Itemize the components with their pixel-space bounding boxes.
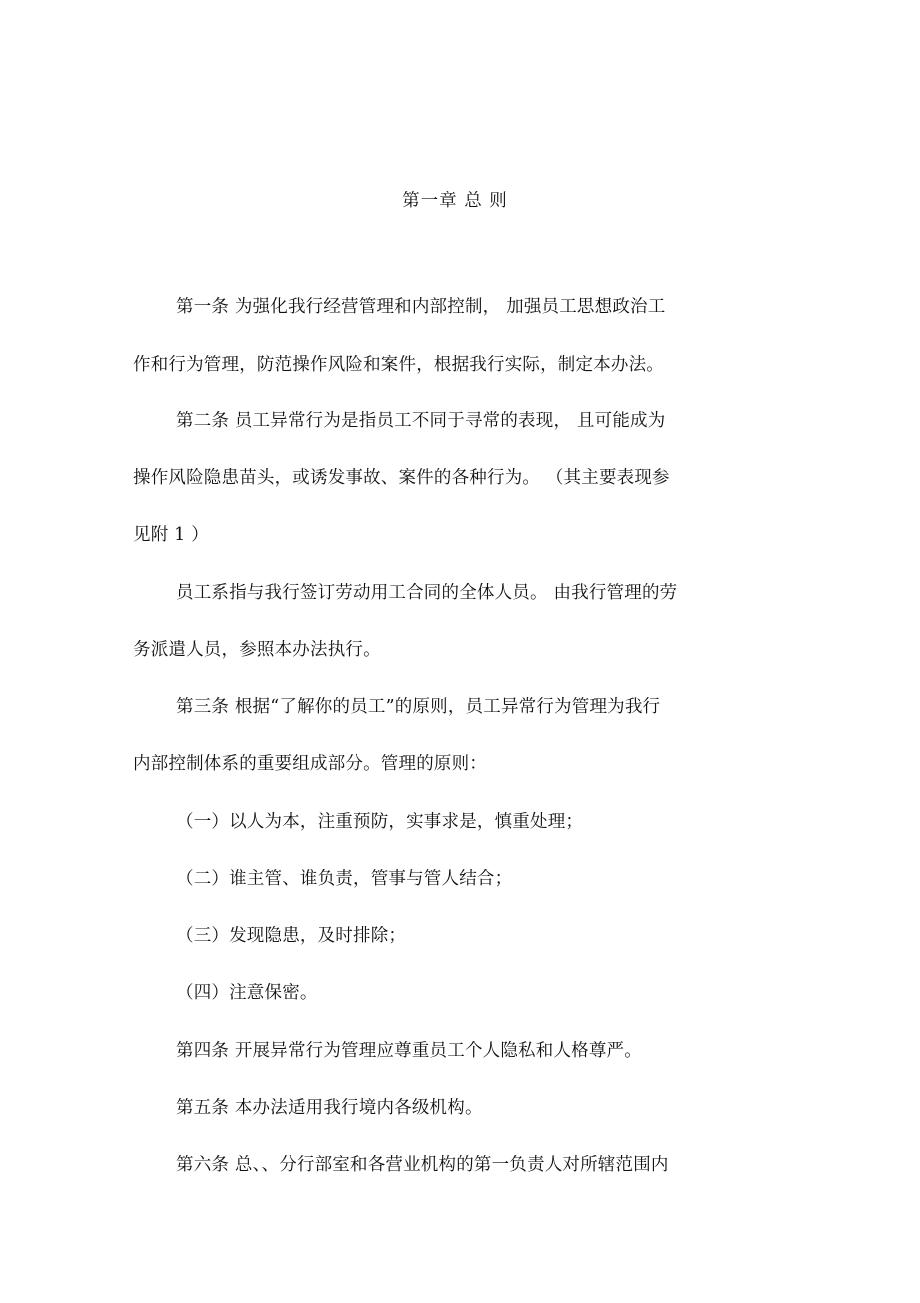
paragraph-staff-line-2: 务派遣人员，参照本办法执行。 bbox=[133, 640, 381, 660]
paragraph-article-2-line-3: 见附 1 ） bbox=[133, 525, 209, 545]
principle-item-1: （一）以人为本，注重预防，实事求是，慎重处理； bbox=[176, 812, 584, 832]
paragraph-article-3-line-2: 内部控制体系的重要组成部分。管理的原则： bbox=[133, 754, 487, 774]
paragraph-article-6-line-1: 第六条 总、、分行部室和各营业机构的第一负责人对所辖范围内 bbox=[176, 1155, 669, 1175]
principle-item-3: （三）发现隐患，及时排除； bbox=[176, 926, 407, 946]
paragraph-article-2-line-1: 第二条 员工异常行为是指员工不同于寻常的表现， 且可能成为 bbox=[176, 411, 666, 431]
paragraph-article-3-line-1: 第三条 根据“了解你的员工”的原则，员工异常行为管理为我行 bbox=[176, 697, 661, 717]
principle-item-2: （二）谁主管、谁负责，管事与管人结合； bbox=[176, 869, 513, 889]
paragraph-article-2-line-2: 操作风险隐患苗头，或诱发事故、案件的各种行为。 （其主要表现参 bbox=[133, 468, 670, 488]
chapter-heading: 第一章 总 则 bbox=[402, 191, 508, 211]
paragraph-article-1-line-1: 第一条 为强化我行经营管理和内部控制， 加强员工思想政治工 bbox=[176, 297, 666, 317]
paragraph-article-5: 第五条 本办法适用我行境内各级机构。 bbox=[176, 1098, 483, 1118]
paragraph-article-4: 第四条 开展异常行为管理应尊重员工个人隐私和人格尊严。 bbox=[176, 1041, 642, 1061]
paragraph-article-1-line-2: 作和行为管理，防范操作风险和案件，根据我行实际，制定本办法。 bbox=[133, 355, 664, 375]
paragraph-staff-line-1: 员工系指与我行签订劳动用工合同的全体人员。 由我行管理的劳 bbox=[176, 583, 678, 603]
principle-item-4: （四）注意保密。 bbox=[176, 983, 318, 1003]
